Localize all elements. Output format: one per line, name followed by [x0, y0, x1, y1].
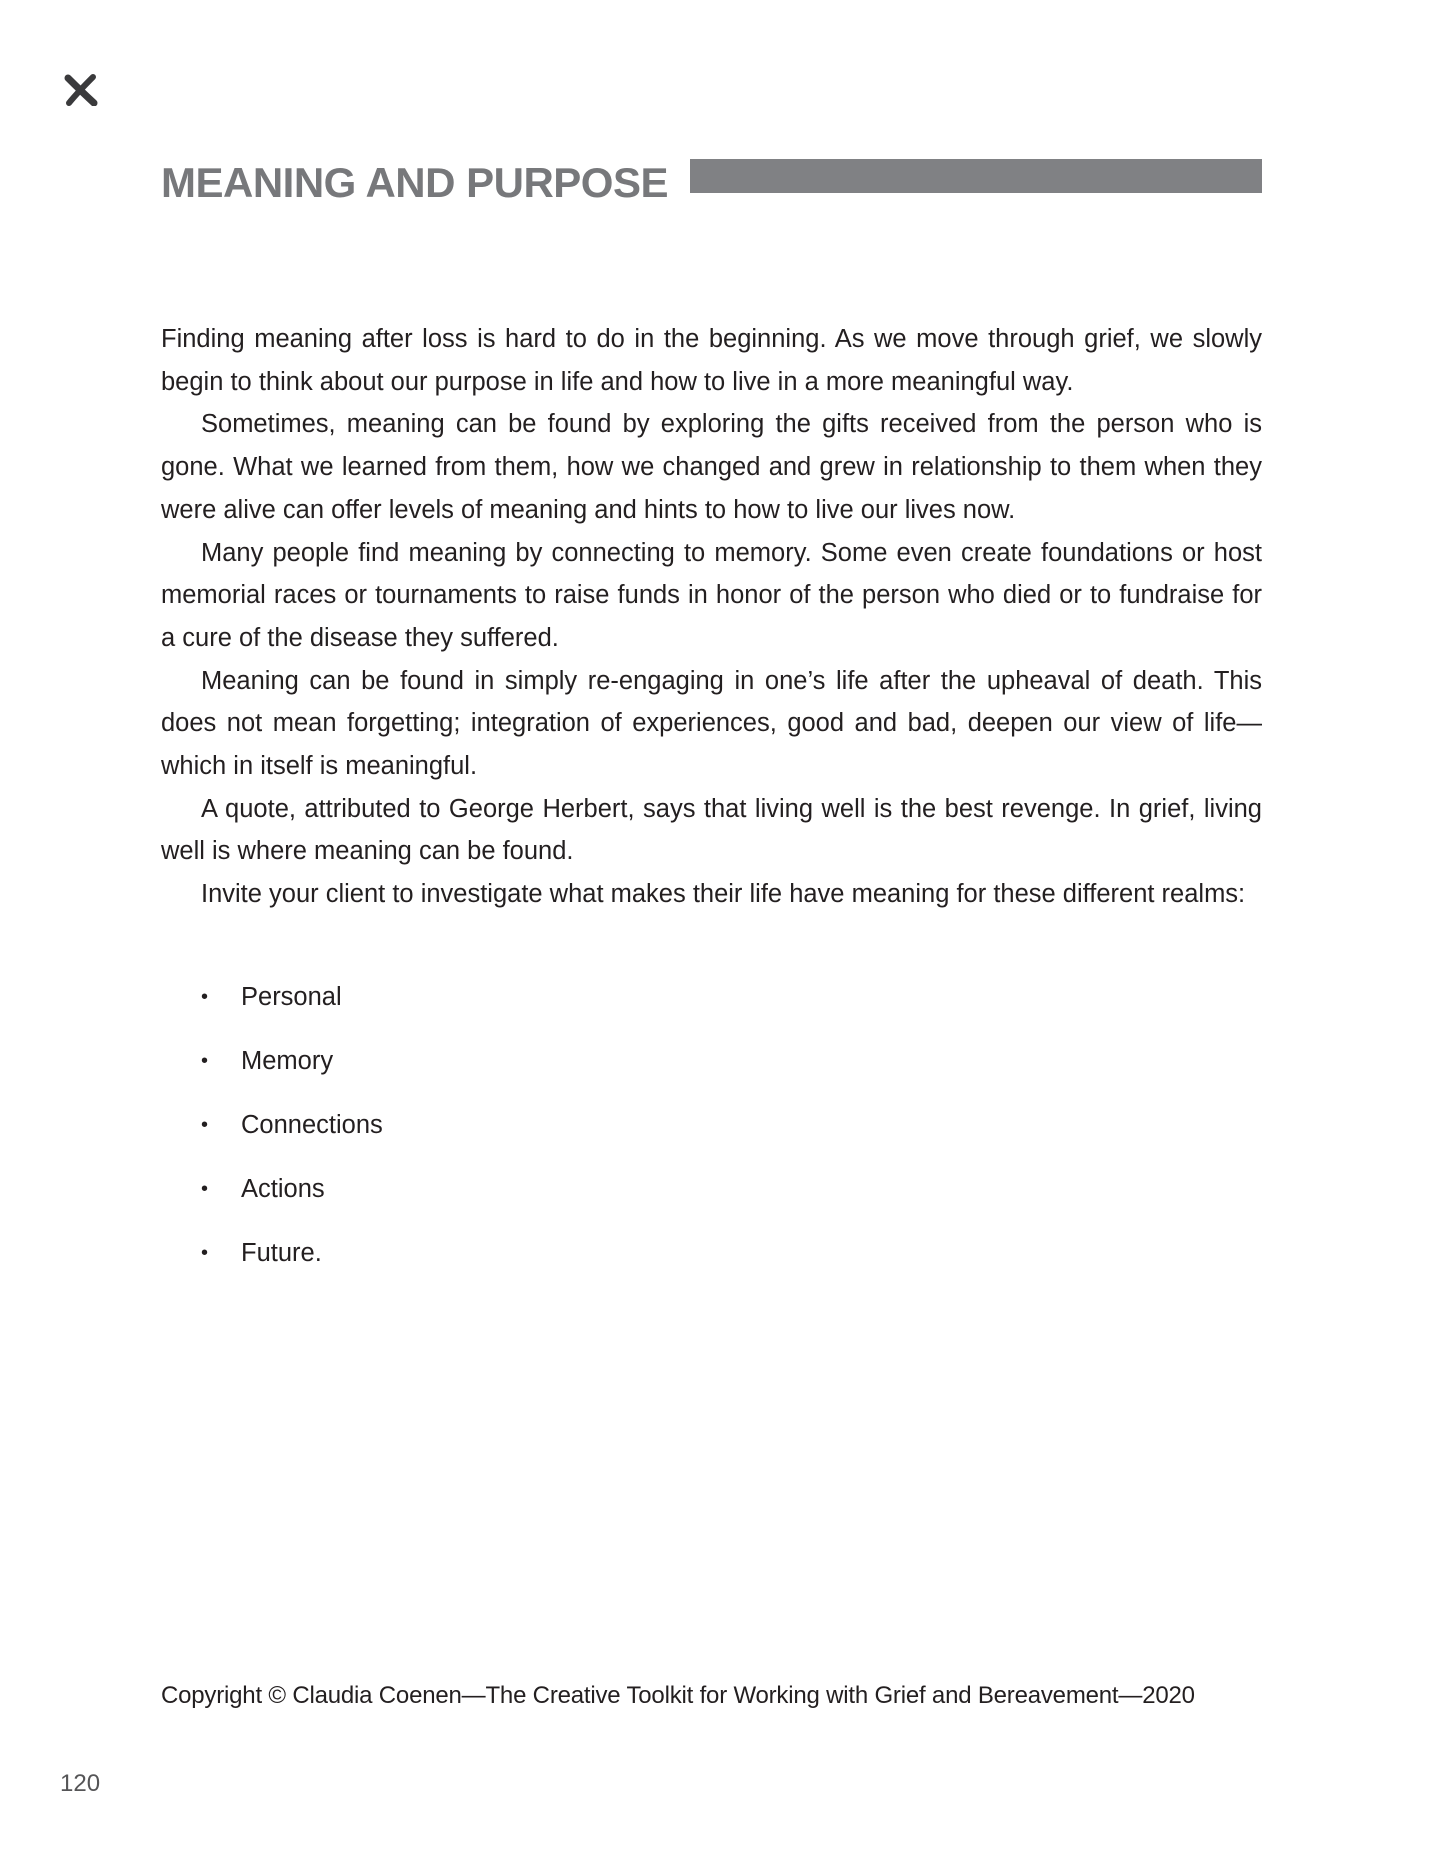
bullet-icon: •: [201, 1114, 209, 1136]
list-item: [161, 1232, 961, 1296]
realms-list: [161, 976, 961, 1296]
paragraph: Invite your client to investigate what makes their life have meaning for these different realms:: [201, 880, 1246, 909]
list-item: [161, 1104, 961, 1168]
bullet-icon: •: [201, 1242, 209, 1264]
paragraph: Meaning can be found in simply re-engaging in one’s life after the upheaval of death. This does not mean forgetting; integration of experiences, good and bad, deepen our view of life—which in itself is meaningful.: [161, 666, 1262, 781]
list-item: [161, 1040, 961, 1104]
page-number: 120: [60, 1770, 101, 1797]
list-item: [161, 976, 961, 1040]
list-item-label: Future.: [241, 1239, 322, 1267]
paragraph: A quote, attributed to George Herbert, says that living well is the best revenge. In grief, living well is where meaning can be found.: [161, 794, 1262, 866]
copyright-footer: Copyright © Claudia Coenen—The Creative Toolkit for Working with Grief and Bereavement—2020: [161, 1682, 1195, 1709]
paragraph: Sometimes, meaning can be found by exploring the gifts received from the person who is gone. What we learned from them, how we changed and grew in relationship to them when they were alive can offer levels of meaning and hints to how to live our lives now.: [161, 410, 1262, 524]
list-item-label: Memory: [241, 1047, 334, 1075]
paragraph: Finding meaning after loss is hard to do in the beginning. As we move through grief, we slowly begin to think about our purpose in life and how to live in a more meaningful way.: [161, 325, 1262, 396]
list-item-label: Actions: [241, 1175, 325, 1203]
list-item-label: Personal: [241, 983, 342, 1011]
x-mark-icon: [64, 74, 98, 106]
list-item: [161, 1168, 961, 1232]
bullet-icon: •: [201, 1178, 209, 1200]
body-text: [161, 318, 1262, 916]
bullet-icon: •: [201, 1050, 209, 1072]
title-rule-bar: [690, 159, 1262, 193]
paragraph: Many people find meaning by connecting to memory. Some even create foundations or host memorial races or tournaments to raise funds in honor of the person who died or to fundraise for a cure of the disease they suffered.: [161, 538, 1262, 652]
section-heading: [161, 158, 1262, 208]
page-title: MEANING AND PURPOSE: [161, 159, 668, 206]
bullet-icon: •: [201, 986, 209, 1008]
list-item-label: Connections: [241, 1111, 383, 1139]
